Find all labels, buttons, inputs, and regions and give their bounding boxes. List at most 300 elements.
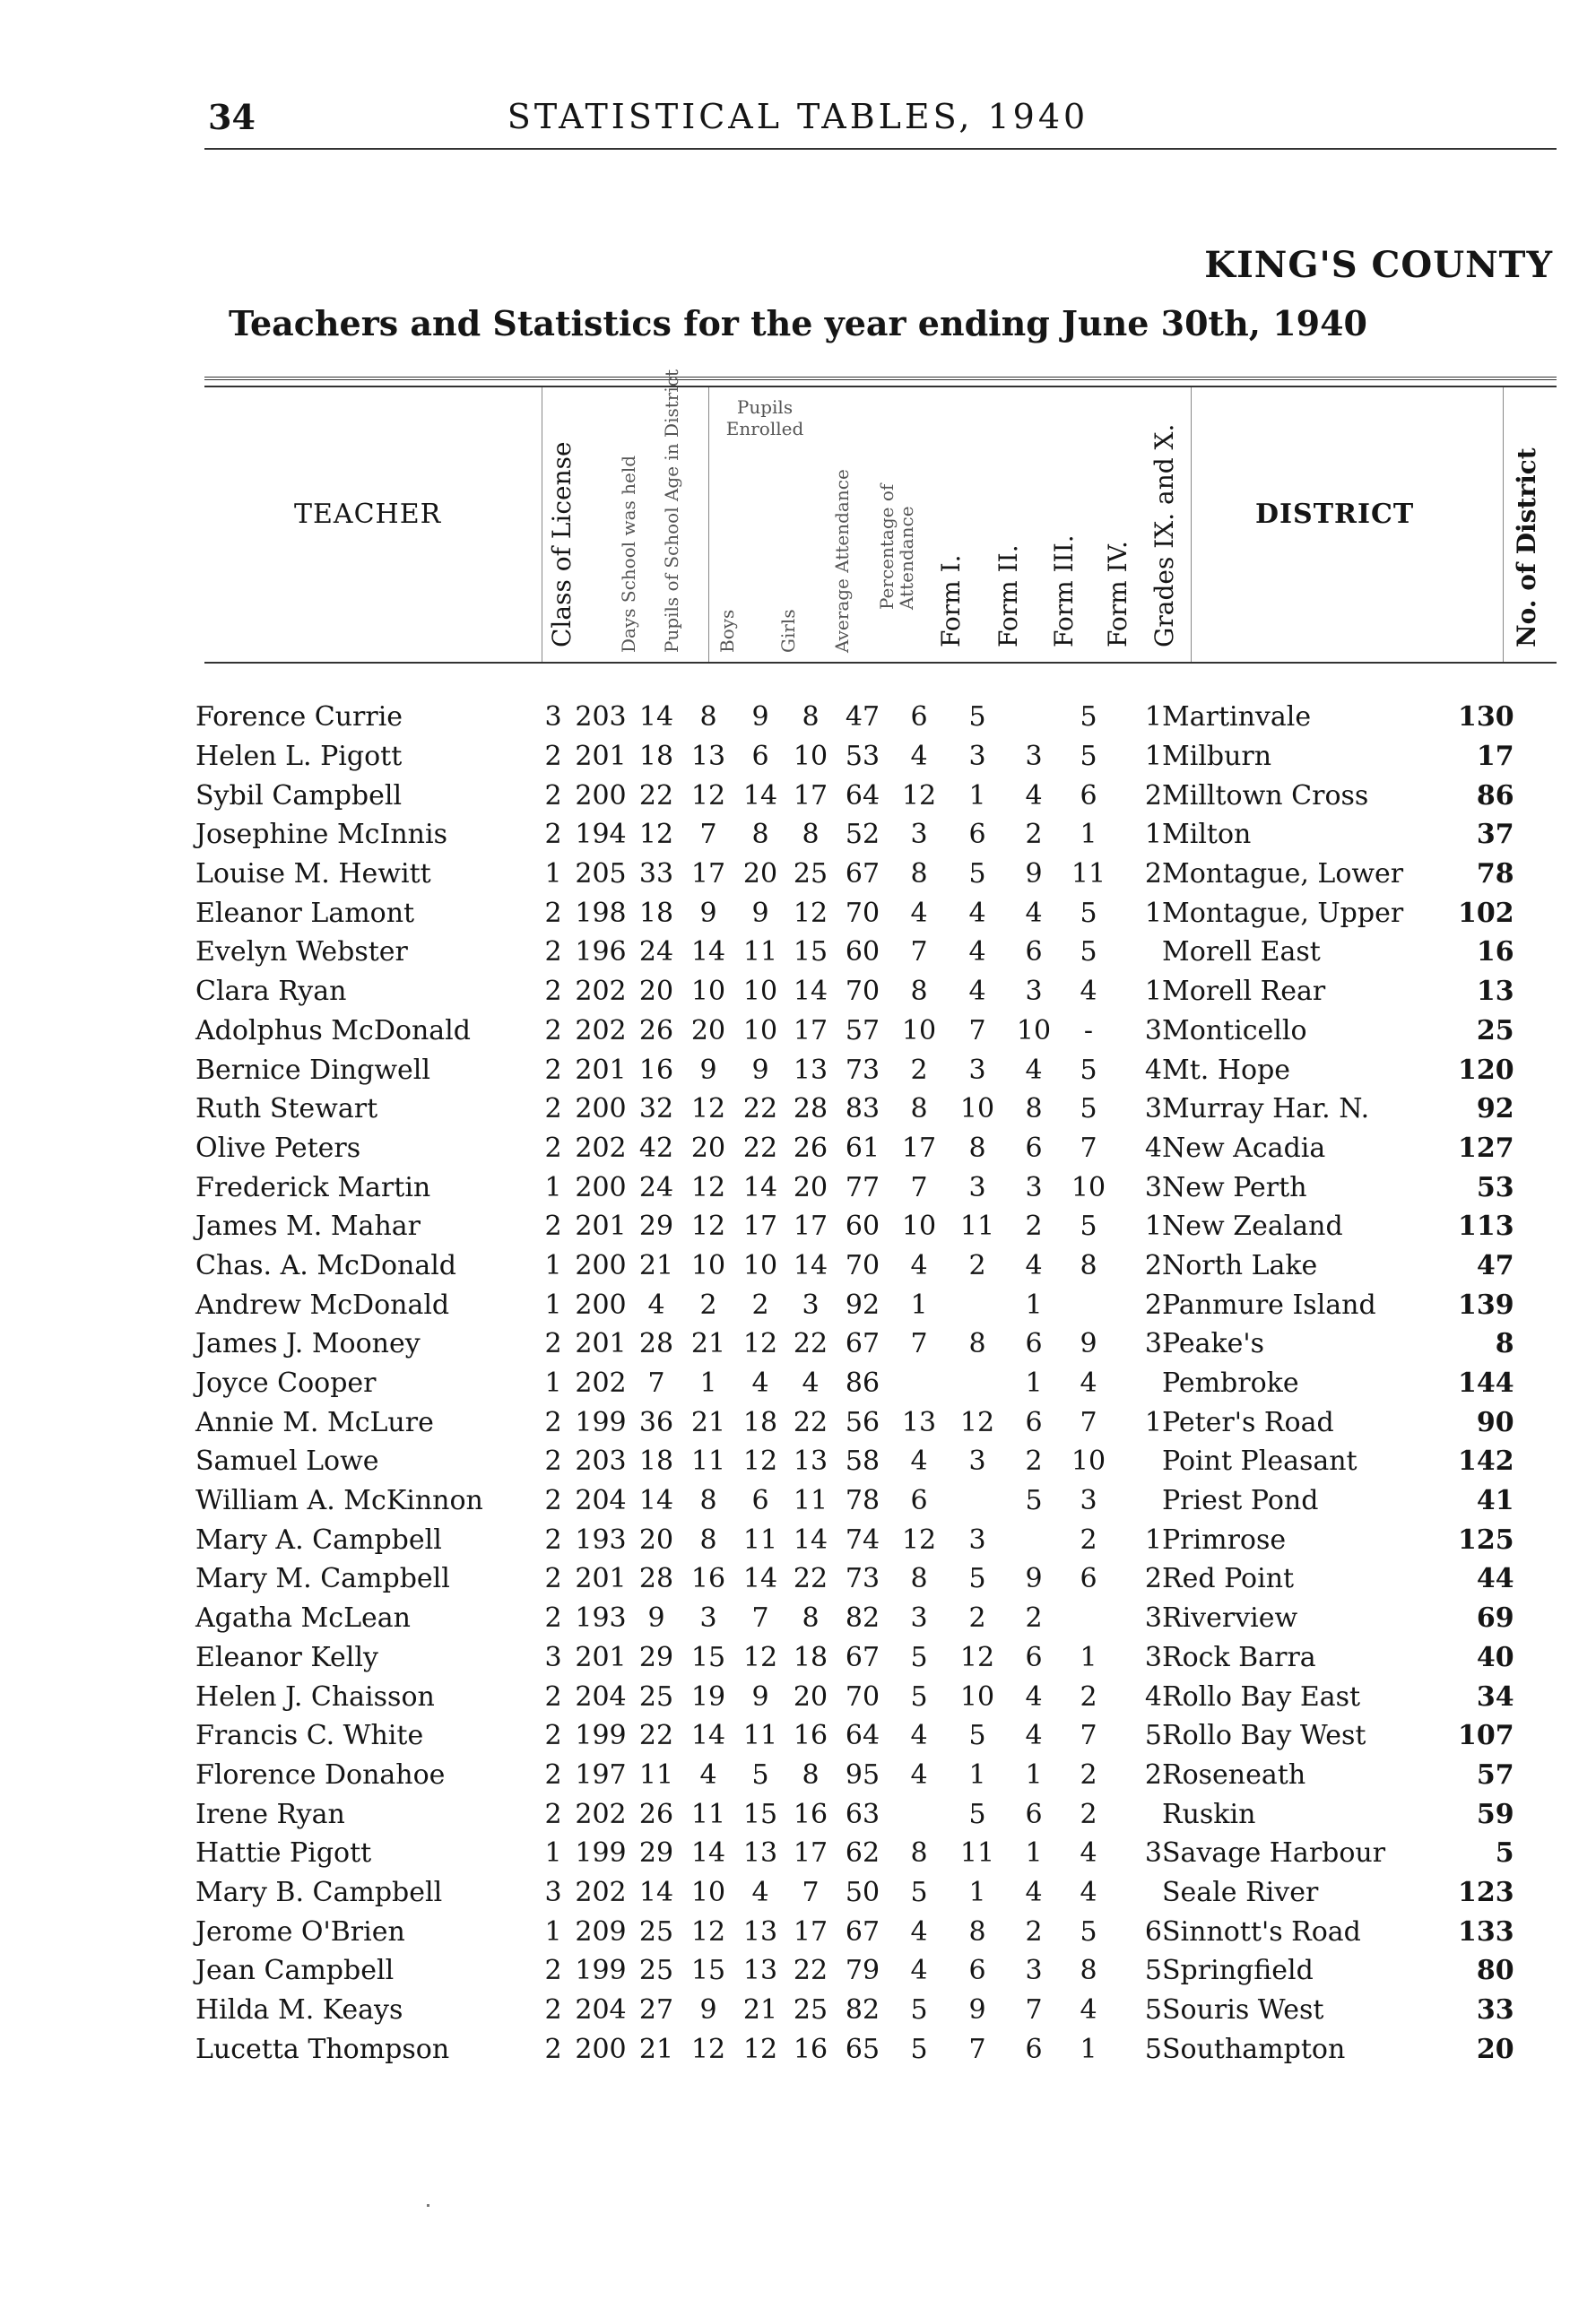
district-cell: Ruskin [1162, 1798, 1256, 1830]
f3-cell: 4 [1025, 1249, 1043, 1281]
pct-cell: 95 [845, 1758, 880, 1791]
f4-cell [1062, 1599, 1115, 1638]
f2-cell [949, 1481, 1006, 1521]
pup-cell: 29 [638, 1641, 674, 1673]
district-cell: Savage Harbour [1162, 1837, 1386, 1870]
district-cell: Rollo Bay East [1162, 1680, 1361, 1713]
district-number-cell: 78 [1476, 858, 1514, 890]
teacher-cell [195, 1991, 536, 2030]
table-row [195, 1756, 1514, 1795]
pupils-enrolled-header: Pupils Enrolled [725, 396, 804, 439]
f2-cell: 7 [968, 1014, 986, 1046]
avg-cell: 13 [793, 1054, 828, 1086]
boys-cell: 12 [690, 2033, 726, 2065]
district-cell: Monticello [1162, 1014, 1307, 1046]
girls-cell: 7 [751, 1602, 769, 1635]
teacher-cell [195, 1716, 536, 1756]
f2-cell: 7 [968, 2033, 986, 2065]
teacher-name: Agatha McLean [195, 1602, 411, 1635]
days-cell: 198 [575, 897, 627, 929]
boys-cell: 10 [690, 1876, 726, 1908]
teacher-name: James M. Mahar [195, 1211, 421, 1243]
district-number-cell: 144 [1458, 1367, 1514, 1400]
teacher-name: Hattie Pigott [195, 1837, 372, 1870]
district-cell: Morell Rear [1162, 976, 1326, 1008]
district-cell: Martinvale [1162, 701, 1312, 734]
f3-cell: 9 [1025, 1563, 1043, 1595]
girls-cell: 10 [742, 976, 778, 1008]
f4-cell: 5 [1080, 897, 1097, 929]
days-cell: 203 [575, 701, 627, 734]
f3-cell: 6 [1025, 1798, 1043, 1830]
district-cell: Milton [1162, 819, 1252, 851]
days-cell: 203 [575, 1445, 627, 1478]
f4-cell: 2 [1080, 1758, 1097, 1791]
table-row [195, 893, 1514, 933]
boys-cell: 7 [699, 819, 717, 851]
g9-cell: 2 [1144, 858, 1162, 890]
g9-cell: 3 [1144, 1171, 1162, 1203]
f4-cell: 3 [1080, 1485, 1097, 1517]
f2-cell: 4 [968, 976, 986, 1008]
cls-cell: 2 [544, 1093, 562, 1125]
f3-cell: 4 [1025, 1720, 1043, 1752]
district-number-cell: 107 [1458, 1720, 1514, 1752]
district-cell: Roseneath [1162, 1758, 1306, 1791]
district-number-cell: 53 [1476, 1171, 1514, 1203]
avg-cell: 20 [793, 1171, 828, 1203]
teacher-cell [195, 1285, 536, 1324]
g9-cell: 2 [1144, 1289, 1162, 1321]
f3-cell: 1 [1025, 1837, 1043, 1870]
g9-cell: 4 [1144, 1132, 1162, 1164]
f4-cell: 1 [1080, 2033, 1097, 2065]
days-cell: 204 [575, 1485, 627, 1517]
table-row [195, 855, 1514, 894]
days-cell: 194 [575, 819, 627, 851]
boys-cell: 13 [690, 741, 726, 773]
teacher-cell [195, 893, 536, 933]
girls-cell: 2 [751, 1289, 769, 1321]
f3-cell: 6 [1025, 1406, 1043, 1438]
f4-cell: 5 [1080, 936, 1097, 968]
f3-cell: 6 [1025, 1641, 1043, 1673]
pup-cell: 24 [638, 936, 674, 968]
cls-cell: 1 [544, 1367, 562, 1400]
district-cell: Montague, Lower [1162, 858, 1404, 890]
boys-cell: 8 [699, 1524, 717, 1556]
girls-cell: 22 [742, 1132, 778, 1164]
pup-cell: 42 [638, 1132, 674, 1164]
cls-cell: 2 [544, 1720, 562, 1752]
pct-cell: 82 [845, 1602, 880, 1635]
f4-cell: 5 [1080, 741, 1097, 773]
f3-cell: 6 [1025, 936, 1043, 968]
girls-cell: 11 [742, 1720, 778, 1752]
avg-cell: 12 [793, 897, 828, 929]
days-cell: 209 [575, 1915, 627, 1948]
f4-cell: 6 [1080, 1563, 1097, 1595]
pct-cell: 70 [845, 897, 880, 929]
pup-cell: 18 [638, 897, 674, 929]
days-cell: 201 [575, 1211, 627, 1243]
pup-cell: 16 [638, 1054, 674, 1086]
g9-cell: 3 [1144, 1602, 1162, 1635]
f1-cell: 1 [910, 1289, 928, 1321]
pup-cell: 24 [638, 1171, 674, 1203]
table-row [195, 1090, 1514, 1129]
pct-cell: 82 [845, 1994, 880, 2027]
f4-cell: 9 [1080, 1328, 1097, 1360]
pup-cell: 11 [638, 1758, 674, 1791]
pct-cell: 67 [845, 1915, 880, 1948]
cls-cell: 1 [544, 858, 562, 890]
f3-cell: 4 [1025, 779, 1043, 812]
f4-cell: 5 [1080, 1211, 1097, 1243]
g9-cell: 1 [1144, 1211, 1162, 1243]
f4-cell: 7 [1080, 1406, 1097, 1438]
boys-cell: 15 [690, 1955, 726, 1987]
days-cell: 204 [575, 1680, 627, 1713]
f3-cell: 3 [1025, 976, 1043, 1008]
pct-cell: 60 [845, 936, 880, 968]
district-number-cell: 16 [1476, 936, 1514, 968]
cls-cell: 1 [544, 1249, 562, 1281]
district-number-cell: 69 [1476, 1602, 1514, 1635]
pup-cell: 9 [647, 1602, 665, 1635]
district-number-cell: 25 [1476, 1014, 1514, 1046]
pup-cell: 29 [638, 1837, 674, 1870]
teacher-name: Olive Peters [195, 1132, 361, 1164]
boys-cell: 2 [699, 1289, 717, 1321]
girls-header: Girls [777, 609, 799, 653]
f1-cell: 5 [910, 1876, 928, 1908]
header-double-rule [204, 377, 1557, 380]
teacher-name: William A. McKinnon [195, 1485, 483, 1517]
f4-cell: 4 [1080, 1837, 1097, 1870]
district-cell: Primrose [1162, 1524, 1287, 1556]
avg-cell: 14 [793, 1249, 828, 1281]
girls-cell: 14 [742, 1171, 778, 1203]
f1-cell: 4 [910, 741, 928, 773]
district-cell: Red Point [1162, 1563, 1295, 1595]
f3-cell [1006, 1520, 1062, 1559]
district-number-cell: 37 [1476, 819, 1514, 851]
teacher-name: Joyce Cooper [195, 1367, 377, 1400]
days-cell: 193 [575, 1602, 627, 1635]
table-row [195, 933, 1514, 972]
girls-cell: 12 [742, 1328, 778, 1360]
boys-cell: 1 [699, 1367, 717, 1400]
district-number-cell: 33 [1476, 1994, 1514, 2027]
f4-cell: 5 [1080, 1093, 1097, 1125]
f1-cell: 8 [910, 1563, 928, 1595]
g9-cell: 1 [1144, 701, 1162, 734]
teacher-cell [195, 1364, 536, 1403]
pct-cell: 78 [845, 1485, 880, 1517]
girls-cell: 22 [742, 1093, 778, 1125]
avg-cell: 10 [793, 741, 828, 773]
f2-cell: 3 [968, 1171, 986, 1203]
f3-cell: 1 [1025, 1758, 1043, 1791]
f2-cell: 4 [968, 936, 986, 968]
f1-cell: 4 [910, 1955, 928, 1987]
g9-cell [1115, 1442, 1162, 1481]
f2-cell [949, 1285, 1006, 1324]
f3-cell: 2 [1025, 1915, 1043, 1948]
cls-cell: 1 [544, 1171, 562, 1203]
g9-cell: 1 [1144, 741, 1162, 773]
f4-cell: 5 [1080, 1915, 1097, 1948]
days-cell: 202 [575, 976, 627, 1008]
pup-cell: 21 [638, 2033, 674, 2065]
district-cell: Morell East [1162, 936, 1321, 968]
f1-cell: 8 [910, 976, 928, 1008]
avg-cell: 18 [793, 1641, 828, 1673]
f3-cell: 2 [1025, 1445, 1043, 1478]
boys-cell: 4 [699, 1758, 717, 1791]
cls-cell: 2 [544, 1445, 562, 1478]
f2-cell: 4 [968, 897, 986, 929]
county-title: KING'S COUNTY [1204, 244, 1553, 286]
days-cell: 200 [575, 1289, 627, 1321]
table-row [195, 1285, 1514, 1324]
pct-cell: 67 [845, 1641, 880, 1673]
pct-cell: 70 [845, 976, 880, 1008]
district-number-cell: 90 [1476, 1406, 1514, 1438]
district-number-cell: 125 [1458, 1524, 1514, 1556]
f2-cell: 5 [968, 858, 986, 890]
f2-cell: 11 [959, 1211, 995, 1243]
days-cell: 199 [575, 1837, 627, 1870]
avg-cell: 7 [802, 1876, 820, 1908]
boys-cell: 21 [690, 1328, 726, 1360]
district-cell: Murray Har. N. [1162, 1093, 1370, 1125]
cls-cell: 2 [544, 897, 562, 929]
teacher-name: Mary B. Campbell [195, 1876, 443, 1908]
pct-cell: 64 [845, 1720, 880, 1752]
f3-cell: 6 [1025, 2033, 1043, 2065]
avg-cell: 14 [793, 976, 828, 1008]
girls-cell: 4 [751, 1876, 769, 1908]
pct-cell: 53 [845, 741, 880, 773]
g9-cell [1115, 1873, 1162, 1913]
f4-cell: 2 [1080, 1680, 1097, 1713]
district-number-cell: 44 [1476, 1563, 1514, 1595]
avg-cell: 17 [793, 1014, 828, 1046]
pup-cell: 25 [638, 1955, 674, 1987]
f3-cell: 7 [1025, 1994, 1043, 2027]
g9-cell: 6 [1144, 1915, 1162, 1948]
boys-cell: 9 [699, 1054, 717, 1086]
g9-cell: 4 [1144, 1680, 1162, 1713]
boys-cell: 12 [690, 1171, 726, 1203]
table-row [195, 698, 1514, 737]
boys-cell: 12 [690, 779, 726, 812]
teacher-name: Clara Ryan [195, 976, 347, 1008]
table-row [195, 1716, 1514, 1756]
table-row [195, 1599, 1514, 1638]
pup-cell: 12 [638, 819, 674, 851]
pup-cell: 18 [638, 1445, 674, 1478]
f4-cell: 7 [1080, 1720, 1097, 1752]
pct-cell: 74 [845, 1524, 880, 1556]
f1-cell: 7 [910, 1171, 928, 1203]
f1-cell: 7 [910, 936, 928, 968]
teacher-cell [195, 1559, 536, 1599]
teacher-cell [195, 1834, 536, 1873]
days-cell: 201 [575, 1563, 627, 1595]
f1-cell: 5 [910, 1994, 928, 2027]
girls-cell: 9 [751, 897, 769, 929]
district-number-cell: 142 [1458, 1445, 1514, 1478]
table-row [195, 1873, 1514, 1913]
teacher-cell [195, 737, 536, 777]
g9-cell [1115, 1481, 1162, 1521]
pct-cell: 70 [845, 1249, 880, 1281]
girls-cell: 15 [742, 1798, 778, 1830]
district-cell: Peter's Road [1162, 1406, 1334, 1438]
teacher-cell [195, 1677, 536, 1716]
avg-cell: 22 [793, 1328, 828, 1360]
pct-cell: 67 [845, 858, 880, 890]
cls-cell: 2 [544, 1054, 562, 1086]
pct-cell: 79 [845, 1955, 880, 1987]
cls-cell: 2 [544, 1014, 562, 1046]
pup-cell: 32 [638, 1093, 674, 1125]
girls-cell: 5 [751, 1758, 769, 1791]
top-rule [204, 148, 1557, 150]
f3-cell: 3 [1025, 1171, 1043, 1203]
pup-cell: 21 [638, 1249, 674, 1281]
district-number-cell: 120 [1458, 1054, 1514, 1086]
teacher-column-header: TEACHER [294, 499, 442, 530]
header-bottom-rule [204, 662, 1557, 664]
f3-cell: 1 [1025, 1289, 1043, 1321]
girls-cell: 9 [751, 1680, 769, 1713]
avg-cell: 14 [793, 1524, 828, 1556]
cls-cell: 2 [544, 1132, 562, 1164]
g9-cell: 3 [1144, 1014, 1162, 1046]
f4-cell: 8 [1080, 1249, 1097, 1281]
pct-cell: 92 [845, 1289, 880, 1321]
table-row [195, 1951, 1514, 1991]
district-cell: Panmure Island [1162, 1289, 1376, 1321]
f2-cell: 8 [968, 1132, 986, 1164]
f4-cell: 2 [1080, 1798, 1097, 1830]
district-number-cell: 13 [1476, 976, 1514, 1008]
teacher-cell [195, 1324, 536, 1364]
district-number-cell: 40 [1476, 1641, 1514, 1673]
f1-cell: 5 [910, 2033, 928, 2065]
f3-cell: 4 [1025, 1054, 1043, 1086]
g9-cell: 5 [1144, 1955, 1162, 1987]
teacher-cell [195, 1011, 536, 1051]
f3-cell: 2 [1025, 819, 1043, 851]
district-cell: Riverview [1162, 1602, 1298, 1635]
g9-cell: 3 [1144, 1837, 1162, 1870]
g9-cell: 5 [1144, 1994, 1162, 2027]
days-cell: 202 [575, 1367, 627, 1400]
table-row [195, 815, 1514, 855]
form2-header: Form II. [993, 544, 1023, 647]
statistics-table [195, 698, 1514, 2069]
cls-cell: 3 [544, 1641, 562, 1673]
girls-cell: 12 [742, 1641, 778, 1673]
avg-cell: 17 [793, 779, 828, 812]
teacher-cell [195, 1168, 536, 1207]
boys-cell: 20 [690, 1132, 726, 1164]
teacher-name: Andrew McDonald [195, 1289, 450, 1321]
boys-cell: 8 [699, 701, 717, 734]
print-speck [427, 2204, 429, 2207]
district-number-cell: 123 [1458, 1876, 1514, 1908]
f2-cell: 1 [968, 779, 986, 812]
teacher-name: Sybil Campbell [195, 779, 403, 812]
f3-cell: 9 [1025, 858, 1043, 890]
average-attendance-header: Average Attendance [831, 469, 853, 653]
district-number-cell: 102 [1458, 897, 1514, 929]
pct-cell: 73 [845, 1563, 880, 1595]
avg-cell: 25 [793, 858, 828, 890]
teacher-cell [195, 855, 536, 894]
pct-cell: 50 [845, 1876, 880, 1908]
f2-cell: 1 [968, 1876, 986, 1908]
teacher-cell [195, 1442, 536, 1481]
teacher-name: Florence Donahoe [195, 1758, 446, 1791]
boys-cell: 14 [690, 936, 726, 968]
district-number-cell: 59 [1476, 1798, 1514, 1830]
cls-cell: 2 [544, 1328, 562, 1360]
avg-cell: 11 [793, 1485, 828, 1517]
f4-cell: 4 [1080, 1367, 1097, 1400]
district-cell: Southampton [1162, 2033, 1346, 2065]
avg-cell: 8 [802, 1602, 820, 1635]
g9-cell: 3 [1144, 1093, 1162, 1125]
cls-cell: 1 [544, 1915, 562, 1948]
form1-header: Form I. [936, 554, 966, 647]
avg-cell: 22 [793, 1563, 828, 1595]
pup-cell: 26 [638, 1798, 674, 1830]
district-cell: Milltown Cross [1162, 779, 1369, 812]
teacher-cell [195, 2029, 536, 2069]
days-cell: 201 [575, 1328, 627, 1360]
pup-cell: 22 [638, 779, 674, 812]
teacher-cell [195, 1050, 536, 1090]
teacher-name: Josephine McInnis [195, 819, 447, 851]
teacher-name: Helen J. Chaisson [195, 1680, 435, 1713]
table-body [195, 698, 1514, 2069]
teacher-cell [195, 1794, 536, 1834]
f4-cell: 6 [1080, 779, 1097, 812]
teacher-name: Lucetta Thompson [195, 2033, 450, 2065]
cls-cell: 2 [544, 1680, 562, 1713]
f2-cell: 10 [959, 1680, 995, 1713]
girls-cell: 10 [742, 1249, 778, 1281]
f2-cell: 2 [968, 1602, 986, 1635]
g9-cell: 1 [1144, 1524, 1162, 1556]
girls-cell: 14 [742, 1563, 778, 1595]
f2-cell: 8 [968, 1328, 986, 1360]
district-number-cell: 133 [1458, 1915, 1514, 1948]
column-divider [1191, 387, 1192, 662]
f2-cell: 5 [968, 1563, 986, 1595]
district-number-cell: 127 [1458, 1132, 1514, 1164]
teacher-cell [195, 1520, 536, 1559]
teacher-name: Louise M. Hewitt [195, 858, 431, 890]
days-cell: 204 [575, 1994, 627, 2027]
f2-cell: 5 [968, 1720, 986, 1752]
